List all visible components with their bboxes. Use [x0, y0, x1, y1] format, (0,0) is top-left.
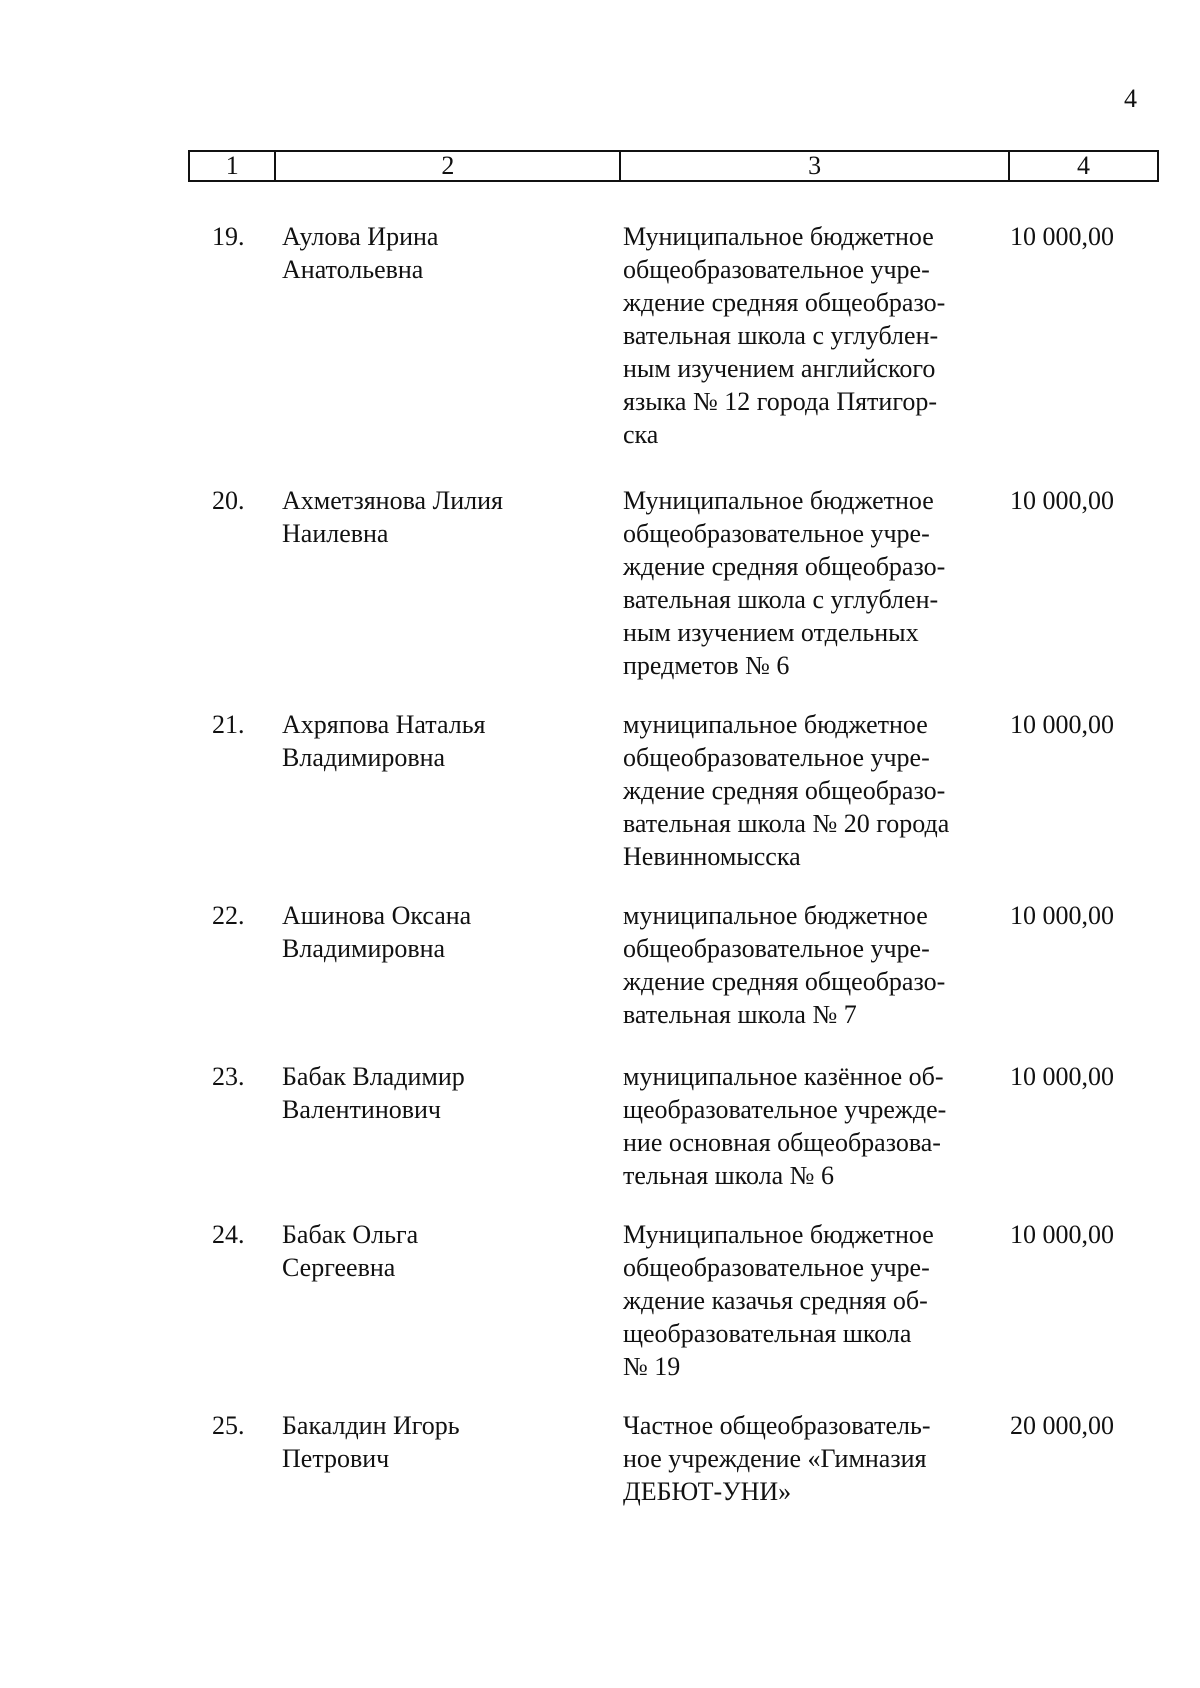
recipient-name: Бабак Владимир Валентинович: [282, 1062, 465, 1124]
organization: муниципальное казённое об- щеобразовательное учрежде- ние основная общеобразова- тельная школа № 6: [623, 1062, 947, 1190]
amount: 20 000,00: [1010, 1411, 1114, 1440]
organization: Муниципальное бюджетное общеобразовательное учре- ждение казачья средняя об- щеобразовательная школа № 19: [623, 1220, 934, 1381]
recipient-name: Ашинова Оксана Владимировна: [282, 901, 472, 963]
recipient-name: Аулова Ирина Анатольевна: [282, 222, 439, 284]
recipient-name: Бакалдин Игорь Петрович: [282, 1411, 460, 1473]
recipient-name: Ахряпова Наталья Владимировна: [282, 710, 486, 772]
organization: Частное общеобразователь- ное учреждение «Гимназия ДЕБЮТ-УНИ»: [623, 1411, 931, 1506]
column-header-1: 1: [190, 152, 276, 180]
row-number: 24.: [212, 1220, 245, 1249]
row-number: 19.: [212, 222, 245, 251]
recipient-name: Бабак Ольга Сергеевна: [282, 1220, 419, 1282]
amount: 10 000,00: [1010, 222, 1114, 251]
column-header-4: 4: [1076, 151, 1090, 180]
page-number: 4: [1124, 84, 1137, 113]
column-header-3: 3: [621, 152, 1010, 180]
amount: 10 000,00: [1010, 1062, 1114, 1091]
organization: Муниципальное бюджетное общеобразовательное учре- ждение средняя общеобразо- вательная школа с углублен- ным изучением отдельных предметов № 6: [623, 486, 946, 680]
row-number: 20.: [212, 486, 245, 515]
amount: 10 000,00: [1010, 1220, 1114, 1249]
row-number: 23.: [212, 1062, 245, 1091]
row-number: 22.: [212, 901, 245, 930]
row-number: 21.: [212, 710, 245, 739]
amount: 10 000,00: [1010, 710, 1114, 739]
column-header-row: [188, 150, 1159, 182]
organization: муниципальное бюджетное общеобразовательное учре- ждение средняя общеобразо- вательная школа № 20 города Невинномысска: [623, 710, 950, 871]
column-header-2: 2: [276, 152, 621, 180]
row-number: 25.: [212, 1411, 245, 1440]
amount: 10 000,00: [1010, 901, 1114, 930]
organization: муниципальное бюджетное общеобразовательное учре- ждение средняя общеобразо- вательная школа № 7: [623, 901, 946, 1029]
organization: Муниципальное бюджетное общеобразовательное учре- ждение средняя общеобразо- вательная школа с углублен- ным изучением английского языка № 12 города Пятигор- ска: [623, 222, 946, 449]
amount: 10 000,00: [1010, 486, 1114, 515]
recipient-name: Ахметзянова Лилия Наилевна: [282, 486, 503, 548]
